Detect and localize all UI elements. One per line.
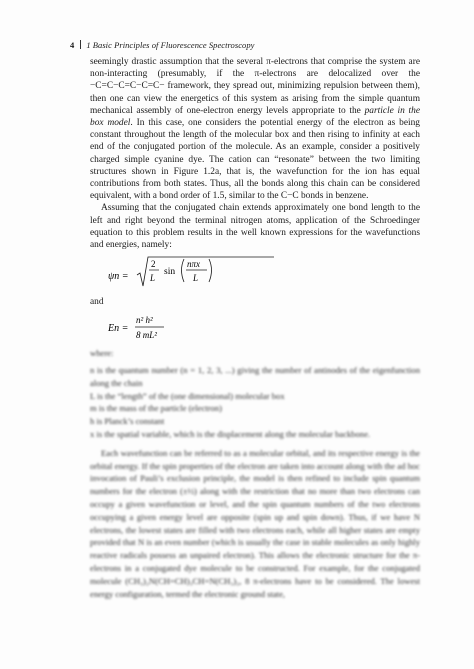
sqrt-denominator: L [150,273,156,284]
definition-item: x is the spatial variable, which is the displacement along the molecular backbone. [90,429,371,440]
energy-equation [90,311,420,347]
paragraph-3: Each wavefunction can be referred to as a molecular orbital, and its respective energy is the orbital energy. If the spin properties of the electron are taken into account along with the ad hoc invocation of Pauli’s exclusion principle, the model is then refined to include spin quantum numbers for the electron (±½) along with the restriction that no more than two electrons can occupy a given wavefunction or level, and the spin quantum numbers of the two electrons occupying a given energy level are opposite (spin up and spin down). Thus, if we have N electrons, the lowest states are filled with two electrons each, while all higher states are empty provided that N is an even number (which is usually the case in stable molecules as only highly reactive radicals possess an unpaired electron). This allows the electronic structure for the π-electrons in a conjugated dye molecule to be constructed. For example, for the conjugated molecule (CH₃)₂N(CH=CH)₃CH=N(CH₃)₂, 8 π-electrons have to be considered. The lowest energy configuration, termed the electronic ground state, [90,447,420,599]
paragraph-1: seemingly drastic assumption that the several π-electrons that comprise the system are non-interacting (presumably, if the π-electrons are delocalized over the −C=C−C=C−C=C− framework, they spread out, minimizing repulsion between them), then one can view the energetics of this system as arising from the simple quantum mechanical assembly of one-electron energy levels appropriate to the particle in the box model. In this case, one considers the potential energy of the electron as being constant throughout the length of the molecular box and then rising to infinity at each end of the conjugated portion of the molecule. As an example, consider a positively charged simple cyanine dye. The cation can “resonate” between the two limiting structures shown in Figure 1.2a, that is, the wavefunction for the ion has equal contributions from both states. Thus, all the bonds along this chain can be considered equivalent, with a bond order of 1.5, similar to the C−C bonds in benzene. [90,57,420,202]
psi-lhs: ψn = [108,271,129,283]
sin-denominator: L [193,273,199,284]
page-number: 4 [70,40,75,50]
wavefunction-equation [90,251,420,297]
e-lhs: En = [108,323,129,335]
running-title: 1 Basic Principles of Fluorescence Spectroscopy [86,40,255,50]
sin-numerator: nπx [187,259,201,270]
running-header [70,40,254,50]
e-denominator: 8 mL² [136,330,157,341]
sin-function: sin [164,267,176,278]
definition-item: n is the quantum number (n = 1, 2, 3, ...) giving the number of antinodes of the eigenfunction along the chain [90,365,420,388]
blurred-section [90,347,420,600]
header-divider [80,40,81,49]
paragraph-2: Assuming that the conjugated chain extends approximately one bond length to the left and right beyond the terminal nitrogen atoms, application of the Schroedinger equation to this problem results in the well known expressions for the wavefunctions and energies, namely: [90,203,420,251]
italic-phrase: particle in the box model [90,105,420,129]
variable-definitions [90,364,420,441]
where-label: where: [90,348,114,359]
page-body [90,56,420,604]
e-numerator: n² h² [136,315,153,326]
definition-item: h is Planck’s constant [90,416,165,427]
and-label: and [90,297,104,308]
sqrt-numerator: 2 [151,259,156,270]
definition-item: m is the mass of the particle (electron) [90,403,222,414]
definition-item: L is the “length” of the (one dimensional) molecular box [90,390,285,401]
sqrt-sign [137,257,274,286]
